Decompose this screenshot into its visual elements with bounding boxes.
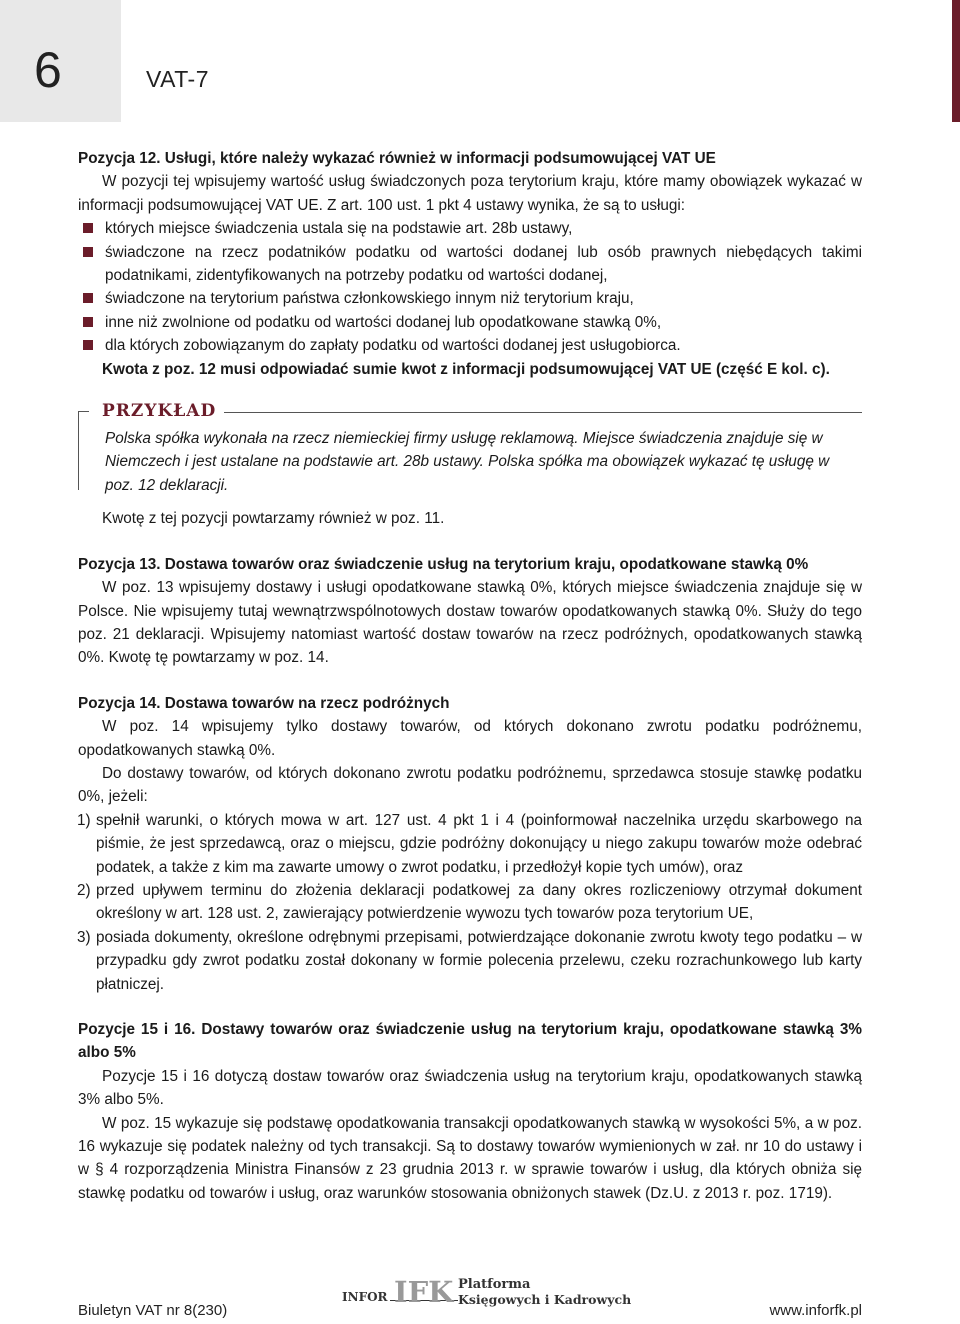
- section-text-poz13: W poz. 13 wpisujemy dostawy i usługi opodatkowane stawką 0%, których miejsce świadczenia znajduje się w Polsce. Nie wpisujemy tutaj wewnątrzwspólnotowych dostaw towarów opodatkowanych stawką 0%. Służy do tego poz. 21 deklaracji. Wpisujemy natomiast wartość dostaw towarów na rzecz podróżnych, opodatkowanych stawką 0%. Kwotę tę powtarzamy w poz. 14.: [78, 579, 862, 667]
- item-number: 3): [77, 928, 91, 946]
- logo-subtitle-text: Księgowych i Kadrowych: [458, 1292, 632, 1307]
- item-number: 2): [77, 881, 91, 899]
- section-text-poz14-a: W poz. 14 wpisujemy tylko dostawy towarów, od których dokonano zwrotu podatku podróżnemu, opodatkowanych stawką 0%.: [78, 718, 862, 759]
- page-content: [78, 147, 862, 1205]
- section-text-poz14-b: Do dostawy towarów, od których dokonano zwrotu podatku podróżnemu, sprzedawca stosuje stawkę podatku 0%, jeżeli:: [78, 764, 862, 806]
- footer-website-link[interactable]: www.inforfk.pl: [769, 1302, 862, 1319]
- section-heading-poz1516: [78, 1018, 862, 1065]
- page-number-box: [0, 0, 121, 122]
- logo-ifk-text: IFK: [394, 1275, 454, 1309]
- example-box: [78, 401, 862, 497]
- section-text-poz1516-a: Pozycje 15 i 16 dotyczą dostaw towarów oraz świadczenia usług na terytorium kraju, opodatkowanych stawką 3% albo 5%.: [78, 1067, 862, 1109]
- section-summary-poz12: Kwota z poz. 12 musi odpowiadać sumie kwot z informacji podsumowującej VAT UE (część E kol. c).: [102, 360, 830, 378]
- example-divider: [224, 412, 862, 413]
- list-item: inne niż zwolnione od podatku od wartości dodanej lub opodatkowane stawką 0%,: [78, 311, 862, 334]
- example-frame: [78, 411, 89, 490]
- item-text: przed upływem terminu do złożenia deklaracji podatkowej za dany okres rozliczeniowy otrzymał dokument określony w art. 128 ust. 2, zawierający potwierdzenie wywozu tych towarów poza terytorium UE,: [96, 881, 862, 923]
- section-label-poz14: Pozycja 14.: [78, 694, 161, 712]
- page-number: 6: [34, 42, 62, 98]
- list-item: świadczone na rzecz podatników podatku od wartości dodanej lub osób prawnych niebędących takimi podatnikami, zidentyfikowanych na potrzeby podatku od wartości dodanej,: [78, 241, 862, 288]
- item-number: 1): [77, 811, 91, 829]
- item-text: posiada dokumenty, określone odrębnymi przepisami, potwierdzające dokonanie zwrotu kwoty tego podatku – w przypadku gdy zwrot podatku został dokonany w formie polecenia przelewu, czeku rozrachunkowego lub karty płatniczej.: [96, 928, 862, 993]
- section-label-poz1516: Pozycje 15 i 16.: [78, 1021, 196, 1038]
- publisher-logo: [340, 1275, 632, 1310]
- section-title-poz13: Dostawa towarów oraz świadczenie usług na terytorium kraju, opodatkowane stawką 0%: [164, 555, 809, 573]
- example-text: Polska spółka wykonała na rzecz niemieckiej firmy usługę reklamową. Miejsce świadczenia znajduje się w Niemczech i jest ustalane na podstawie art. 28b ustawy. Polska spółka ma obowiązek wykazać tę usługę w poz. 12 deklaracji.: [105, 430, 830, 494]
- list-item: których miejsce świadczenia ustala się na podstawie art. 28b ustawy,: [78, 217, 862, 240]
- logo-infor-text: INFOR: [342, 1290, 388, 1304]
- list-item: świadczone na terytorium państwa członkowskiego innym niż terytorium kraju,: [78, 287, 862, 310]
- example-title: PRZYKŁAD: [102, 401, 217, 422]
- example-header: [102, 401, 862, 423]
- section-intro-poz12: W pozycji tej wpisujemy wartość usług świadczonych poza terytorium kraju, które mamy obowiązek wykazać w informacji podsumowującej VAT UE. Z art. 100 ust. 1 pkt 4 ustawy wynika, że są to usługi:: [78, 173, 862, 214]
- numbered-list: [78, 809, 862, 996]
- numbered-item: [78, 879, 862, 926]
- list-item: dla których zobowiązanym do zapłaty podatku od wartości dodanej jest usługobiorca.: [78, 334, 862, 357]
- header-title: VAT-7: [146, 66, 209, 92]
- footer-issue: Biuletyn VAT nr 8(230): [78, 1302, 228, 1319]
- numbered-item: [78, 809, 862, 879]
- example-after-text: Kwotę z tej pozycji powtarzamy również w poz. 11.: [102, 510, 445, 528]
- section-heading-poz12: Pozycja 12. Usługi, które należy wykazać również w informacji podsumowującej VAT UE: [78, 150, 716, 167]
- section-title-poz14: Dostawa towarów na rzecz podróżnych: [164, 694, 450, 712]
- numbered-item: [78, 926, 862, 996]
- accent-bar: [952, 0, 960, 122]
- section-title-poz1516: Dostawy towarów oraz świadczenie usług na terytorium kraju, opodatkowane stawką 3% albo 5%: [78, 1021, 862, 1062]
- section-heading-poz13: [78, 553, 862, 576]
- conditions-list: [78, 217, 862, 357]
- section-heading-poz14: [78, 692, 862, 715]
- item-text: spełnił warunki, o których mowa w art. 127 ust. 4 pkt 1 i 4 (poinformował naczelnika urzędu skarbowego na piśmie, że jest sprzedawcą, oraz o miejscu, gdzie podróżny dokonujący u niego zakupu towarów może odebrać podatek, a także z kim ma zawarte umowy o zwrot podatku, i przedłożył kopie tych umów), oraz: [96, 811, 862, 876]
- section-text-poz1516-b: W poz. 15 wykazuje się podstawę opodatkowania transakcji opodatkowanych stawką w wysokości 5%, a w poz. 16 wykazuje się podatek należny od tych transakcji. Są to dostawy towarów wymienionych w zał. nr 10 do ustawy i w § 4 rozporządzenia Ministra Finansów z 23 grudnia 2013 r. w sprawie towarów i usług, dla których obniża się stawkę podatku od towarów i usług, oraz warunków stosowania obniżonych stawek (Dz.U. z 2013 r. poz. 1719).: [78, 1114, 862, 1202]
- logo-platforma-text: Platforma: [458, 1277, 531, 1292]
- section-label-poz13: Pozycja 13.: [78, 555, 161, 573]
